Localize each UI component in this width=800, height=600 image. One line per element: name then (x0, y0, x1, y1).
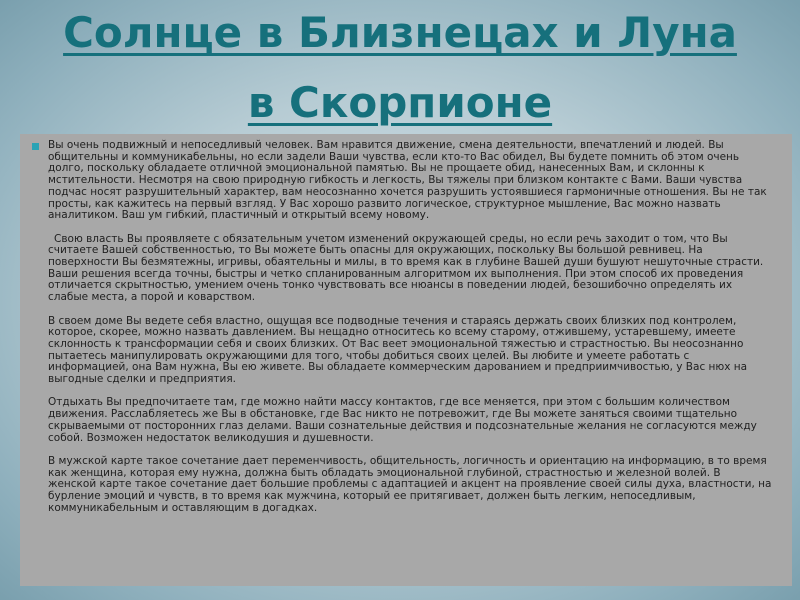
paragraph-power: Свою власть Вы проявляете с обязательным учетом изменений окружающей среды, но если речь заходит о том, что Вы считаете Вашей собственностью, то Вы можете быть опасны для окружающих, поскольку Вы большой ревнивец. На поверхности Вы безмятежны, игривы, обаятельны и милы, в то время как в глубине Вашей души бушуют нешуточные страсти. Ваши решения всегда точны, быстры и четко спланированным алгоритмом их выполнения. При этом способ их проведения отличается скрытностью, умением очень тонко чувствовать все нюансы в поведении людей, безошибочно определять их слабые места, а порой и коварством. (48, 232, 764, 304)
paragraph-rest: Отдыхать Вы предпочитаете там, где можно найти массу контактов, где все меняется, при этом с большим количеством движения. Расслабляетесь же Вы в обстановке, где Вас никто не потревожит, где Вы можете заняться своими тщательно скрываемыми от посторонних глаз делами. Ваши сознательные действия и подсознательные желания не согласуются между собой. Возможен недостаток великодушия и душевности. (48, 396, 757, 444)
slide-title (0, 4, 800, 132)
content-text-box (20, 134, 792, 586)
slide-title-line-2: в Скорпионе (247, 78, 553, 127)
bullet-square-icon (32, 143, 39, 150)
paragraph-intro: Вы очень подвижный и непоседливый человек. Вам нравится движение, смена деятельности, впечатлений и людей. Вы общительны и коммуникабельны, но если задели Ваши чувства, если кто-то Вас обидел, Вы будете помнить об этом очень долго, поскольку обладаете отличной эмоциональной памятью. Вы не прощаете обид, нанесенных Вам, и склонны к мстительности. Несмотря на свою природную гибкость и легкость, Вы тяжелы при близком контакте с Вами. Ваши чувства подчас носят разрушительный характер, вам неосознанно хочется разрушить устоявшиеся гармоничные отношения. Вы не так просты, как кажитесь на первый взгляд. У Вас хорошо развито логическое, структурное мышление, Вас можно назвать аналитиком. Ваш ум гибкий, пластичный и открытый всему новому. (48, 139, 767, 222)
paragraph-charts: В мужской карте такое сочетание дает переменчивость, общительность, логичность и ориентацию на информацию, в то время как женщина, которая ему нужна, должна быть обладать эмоциональной глубиной, страстностью и железной волей. В женской карте такое сочетание дает большие проблемы с адаптацией и акцент на проявление своей силы духа, властности, на бурление эмоций и чувств, в то время как мужчина, который ее притягивает, должен быть легким, непоседливым, коммуникабельным и оставляющим в догадках. (48, 454, 772, 514)
paragraph-home: В своем доме Вы ведете себя властно, ощущая все подводные течения и стараясь держать своих близких под контролем, которое, скорее, можно назвать давлением. Вы нещадно относитесь ко всему старому, отжившему, устаревшему, имеете склонность к трансформации себя и своих близких. От Вас веет эмоциональной тяжестью и страстностью. Вы неосознанно пытаетесь манипулировать окружающими для того, чтобы добиться своих целей. Вы любите и умеете работать с информацией, она Вам нужна, Вы ею живете. Вы обладаете коммерческим дарованием и предприимчивостью, у Вас нюх на выгодные сделки и предприятия. (48, 314, 748, 386)
slide-title-line-1: Солнце в Близнецах и Луна (63, 8, 737, 57)
